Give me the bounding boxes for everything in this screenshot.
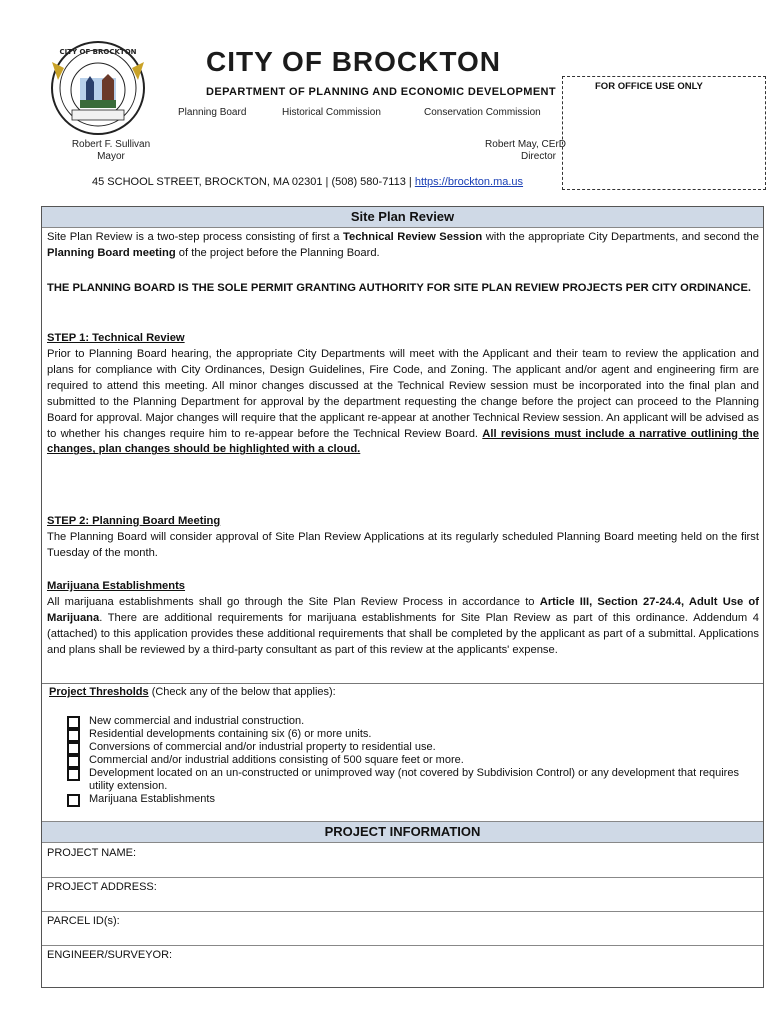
project-info-title: PROJECT INFORMATION	[42, 821, 763, 843]
checkbox[interactable]	[67, 794, 80, 807]
office-use-box	[562, 76, 766, 190]
threshold-item[interactable]: Development located on an un-constructed or unimproved way (not covered by Subdivision Control) or any development that requires utility extension.	[67, 767, 757, 793]
project-name-field[interactable]	[42, 877, 763, 878]
step2-heading: STEP 2: Planning Board Meeting	[47, 515, 221, 527]
director-block	[460, 139, 566, 163]
thresholds-checklist	[67, 715, 757, 806]
mayor-block	[56, 139, 166, 163]
threshold-item[interactable]: New commercial and industrial construction.	[67, 715, 757, 728]
threshold-item[interactable]: Conversions of commercial and/or industrial property to residential use.	[67, 741, 757, 754]
step1-heading: STEP 1: Technical Review	[47, 332, 185, 344]
checkbox[interactable]	[67, 768, 80, 781]
department-title: DEPARTMENT OF PLANNING AND ECONOMIC DEVELOPMENT	[206, 86, 557, 98]
threshold-item[interactable]: Commercial and/or industrial additions consisting of 500 square feet or more.	[67, 754, 757, 767]
address-line	[92, 176, 523, 188]
divider	[42, 683, 763, 684]
project-name-label: PROJECT NAME:	[47, 847, 137, 859]
marijuana-heading: Marijuana Establishments	[47, 580, 186, 592]
board-planning: Planning Board	[178, 107, 247, 118]
office-use-label: FOR OFFICE USE ONLY	[595, 81, 703, 92]
engineer-label: ENGINEER/SURVEYOR:	[47, 949, 173, 961]
authority-statement: THE PLANNING BOARD IS THE SOLE PERMIT GRANTING AUTHORITY FOR SITE PLAN REVIEW PROJECTS PER CITY ORDINANCE.	[47, 282, 752, 294]
director-name: Robert May, CErD	[485, 139, 566, 150]
parcel-id-field[interactable]	[42, 945, 763, 946]
city-seal-logo	[50, 40, 146, 136]
thresholds-title: Project Thresholds (Check any of the below that applies):	[49, 686, 336, 698]
director-title: Director	[520, 151, 556, 162]
project-address-label: PROJECT ADDRESS:	[47, 881, 157, 893]
mayor-title: Mayor	[97, 151, 125, 162]
step1-paragraph: Prior to Planning Board hearing, the appropriate City Departments will meet with the Applicant and their team to review the application and plans for compliance with City Ordinances, Design Guidelines, Fire Code, and Zoning. The applicant and/or agent and engineering firm are required to attend this meeting. All minor changes discussed at the Technical Review session must be incorporated into the final plan and submitted to the Planning Department for approval by the department requesting the change before the project can proceed to the Planning Board for approval. Major changes will require that the applicant re-appear at another Technical Review session. An applicant will be advised as to whether his changes require him to re-appear before the Technical Review Board. All revisions must include a narrative outlining the changes, plan changes should be highlighted with a cloud.	[47, 348, 759, 456]
site-plan-form	[41, 206, 764, 988]
threshold-item[interactable]: Marijuana Establishments	[67, 793, 757, 806]
intro-paragraph: Site Plan Review is a two-step process consisting of first a Technical Review Session with the appropriate City Departments, and second the Planning Board meeting of the project before the Planning Board.	[47, 231, 760, 259]
svg-text:CITY OF BROCKTON: CITY OF BROCKTON	[59, 48, 137, 56]
website-link[interactable]: https://brockton.ma.us	[414, 176, 524, 188]
marijuana-paragraph: All marijuana establishments shall go through the Site Plan Review Process in accordance to Article III, Section 27-24.4, Adult Use of Marijuana. There are additional requirements for marijuana establishments for Site Plan Review as part of this ordinance. Addendum 4 (attached) to this application provides these additional requirements that shall be completed by the applicant as part of a submittal. Applications and plans shall be reviewed by a third-party consultant as part of this review at the applicants' expense.	[47, 596, 759, 656]
address-text: 45 SCHOOL STREET, BROCKTON, MA 02301 | (508) 580-7113 |	[92, 176, 415, 188]
parcel-id-label: PARCEL ID(s):	[47, 915, 120, 927]
threshold-item[interactable]: Residential developments containing six (6) or more units.	[67, 728, 757, 741]
board-historical: Historical Commission	[282, 107, 381, 118]
mayor-name: Robert F. Sullivan	[71, 139, 151, 150]
board-conservation: Conservation Commission	[424, 107, 541, 118]
step2-paragraph: The Planning Board will consider approval of Site Plan Review Applications at its regularly scheduled Planning Board meeting held on the first Tuesday of the month.	[47, 531, 759, 559]
site-plan-title: Site Plan Review	[42, 207, 763, 228]
project-address-field[interactable]	[42, 911, 763, 912]
city-title: CITY OF BROCKTON	[206, 46, 501, 77]
